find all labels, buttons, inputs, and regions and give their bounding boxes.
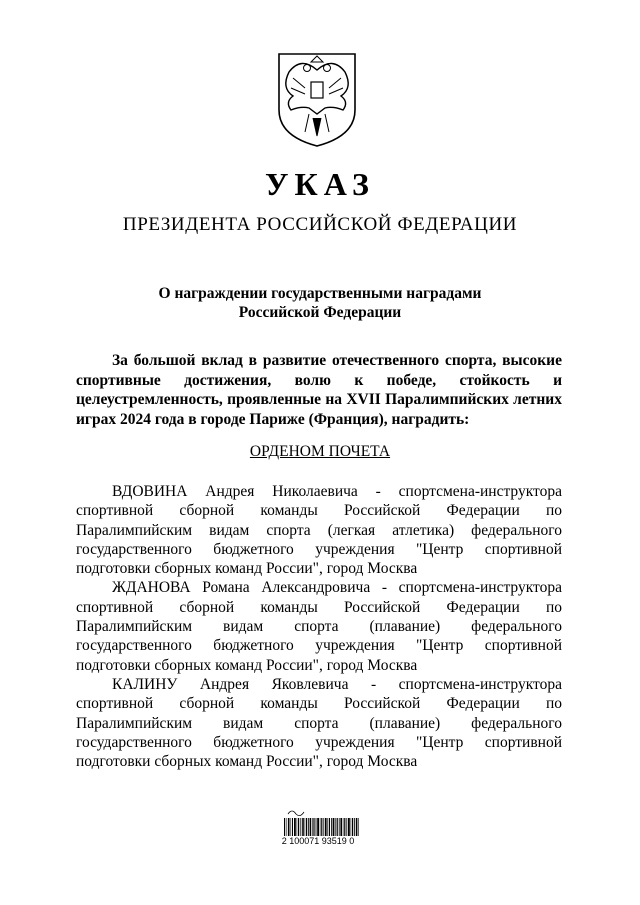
heading-line-1: О награждении государственными наградами [158,285,482,302]
award-entry: ЖДАНОВА Романа Александровича - спортсмена-инструктора спортивной сборной команды Российской Федерации по Паралимпийским видам спорта (плавание) федерального государственного бюджетного учреждения "Центр спортивной подготовки сборных команд России", город Москва [76,579,562,674]
decree-title: УКАЗ [265,166,375,202]
barcode-number: 2 100071 93519 0 [281,836,355,846]
order-name: ОРДЕНОМ ПОЧЕТА [249,443,391,460]
coat-of-arms-icon [271,48,363,148]
award-entry: КАЛИНУ Андрея Яковлевича - спортсмена-инструктора спортивной сборной команды Российской Федерации по Паралимпийским видам спорта (плавание) федерального государственного бюджетного учреждения "Центр спортивной подготовки сборных команд России", город Москва [76,675,562,771]
award-entry: ВДОВИНА Андрея Николаевича - спортсмена-инструктора спортивной сборной команды Российской Федерации по Паралимпийским видам спорта (легкая атлетика) федерального государственного бюджетного учреждения "Центр спортивной подготовки сборных команд России", город Москва [76,483,562,578]
decree-intro: За большой вклад в развитие отечественного спорта, высокие спортивные достижения, волю к победе, стойкость и целеустремленность, проявленные на XVII Паралимпийских летних играх 2024 года в городе Париже (Франция), наградить: [76,352,562,428]
awards-list [76,482,562,771]
decree-subtitle: ПРЕЗИДЕНТА РОССИЙСКОЙ ФЕДЕРАЦИИ [122,214,518,235]
decree-heading [0,284,640,322]
heading-line-2: Российской Федерации [238,304,402,321]
